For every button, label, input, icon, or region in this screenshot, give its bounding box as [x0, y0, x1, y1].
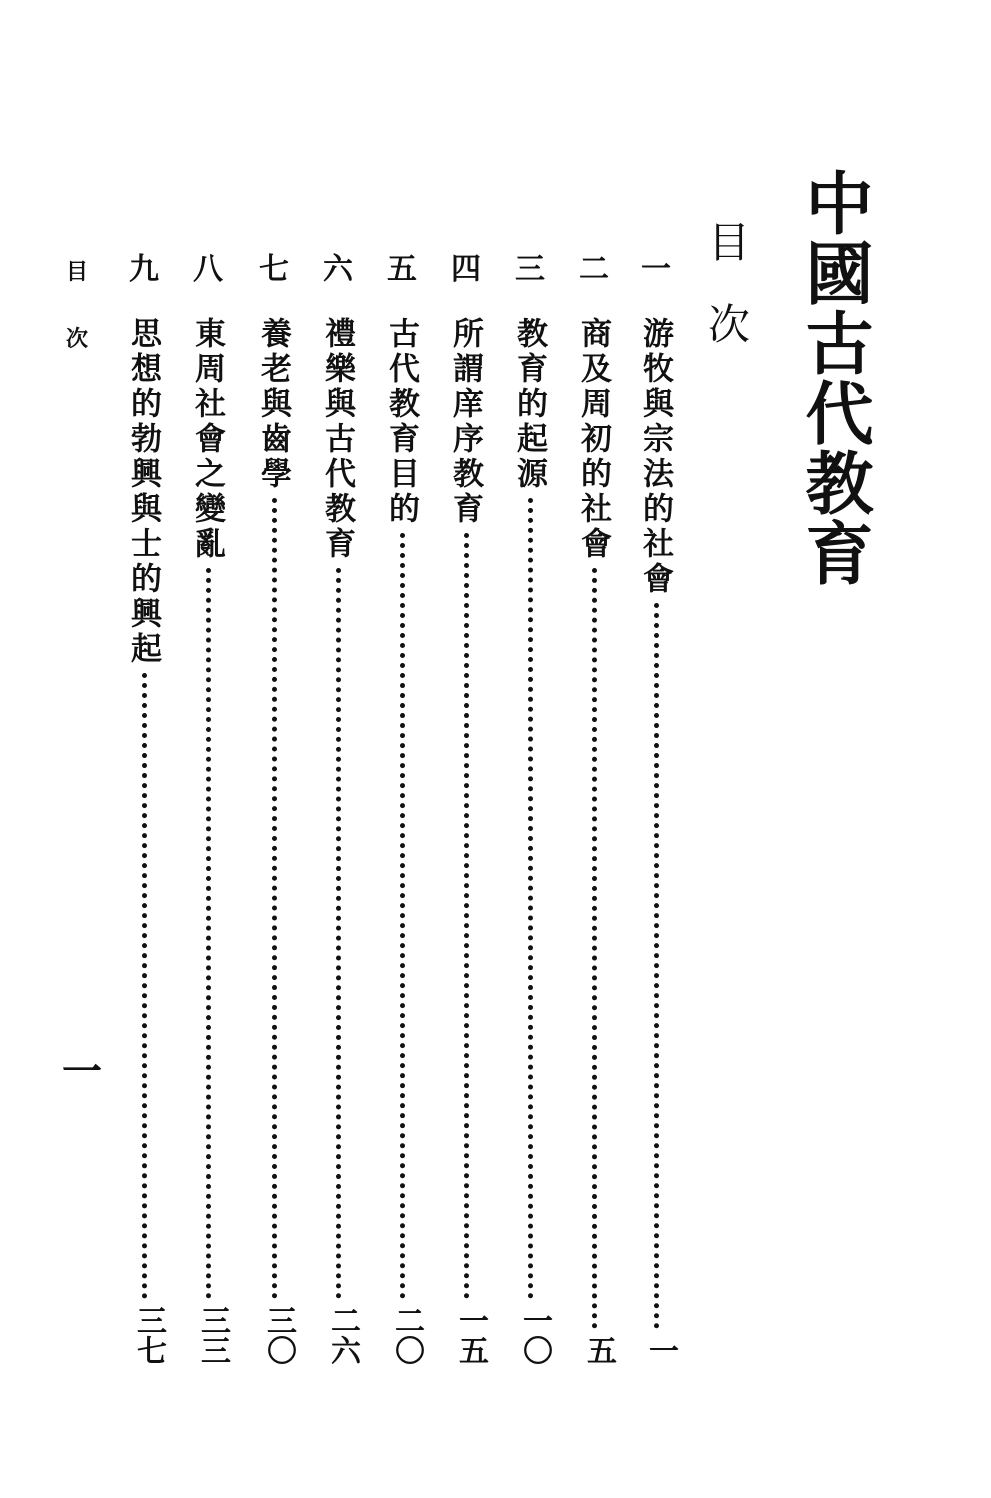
dot-leader	[528, 498, 537, 1299]
toc-entry-3[interactable]	[510, 252, 552, 1365]
toc-entry-2[interactable]	[574, 252, 616, 1365]
chapter-number: 二	[579, 252, 609, 287]
page-ref: 五	[581, 1335, 616, 1365]
page-ref: 二六	[325, 1305, 360, 1365]
chapter-title: 思想的勃興與士的興起	[125, 317, 161, 667]
book-title: 中國古代教育	[794, 168, 874, 588]
toc-entry-8[interactable]	[188, 252, 230, 1365]
chapter-title: 教育的起源	[511, 317, 547, 492]
chapter-number: 三	[515, 252, 545, 287]
dot-leader	[400, 533, 409, 1299]
page-ref: 三〇	[261, 1305, 296, 1365]
chapter-title: 游牧與宗法的社會	[637, 317, 673, 597]
chapter-number: 八	[193, 252, 223, 287]
page-ref: 二〇	[389, 1305, 424, 1365]
chapter-title: 禮樂與古代教育	[319, 317, 355, 562]
toc-entry-6[interactable]	[318, 252, 360, 1365]
chapter-number: 六	[323, 252, 353, 287]
dot-leader	[336, 568, 345, 1299]
dot-leader	[654, 603, 663, 1329]
toc-entry-1[interactable]	[636, 252, 678, 1365]
page-ref: 一〇	[517, 1305, 552, 1365]
toc-entry-5[interactable]	[382, 252, 424, 1365]
chapter-title: 商及周初的社會	[575, 317, 611, 562]
page-number: 一	[62, 1048, 102, 1095]
chapter-number: 一	[641, 252, 671, 287]
chapter-number: 四	[451, 252, 481, 287]
chapter-title: 所謂庠序教育	[447, 317, 483, 527]
dot-leader	[142, 673, 151, 1299]
dot-leader	[464, 533, 473, 1299]
running-head-section-2: 次	[66, 326, 89, 352]
page-ref: 一五	[453, 1305, 488, 1365]
chapter-number: 九	[129, 252, 159, 287]
chapter-number: 五	[387, 252, 417, 287]
dot-leader	[272, 498, 281, 1299]
page-ref: 三三	[195, 1305, 230, 1365]
toc-heading: 目次	[702, 220, 751, 384]
running-head-section-1: 目	[66, 259, 89, 285]
toc-entry-7[interactable]	[254, 252, 296, 1365]
toc-entry-9[interactable]	[124, 252, 166, 1365]
dot-leader	[592, 568, 601, 1329]
dot-leader	[206, 568, 215, 1299]
toc-entry-4[interactable]	[446, 252, 488, 1365]
chapter-title: 養老與齒學	[255, 317, 291, 492]
page-ref: 一	[643, 1335, 678, 1365]
chapter-title: 古代教育目的	[383, 317, 419, 527]
page-ref: 三七	[131, 1305, 166, 1365]
chapter-title: 東周社會之變亂	[189, 317, 225, 562]
chapter-number: 七	[259, 252, 289, 287]
